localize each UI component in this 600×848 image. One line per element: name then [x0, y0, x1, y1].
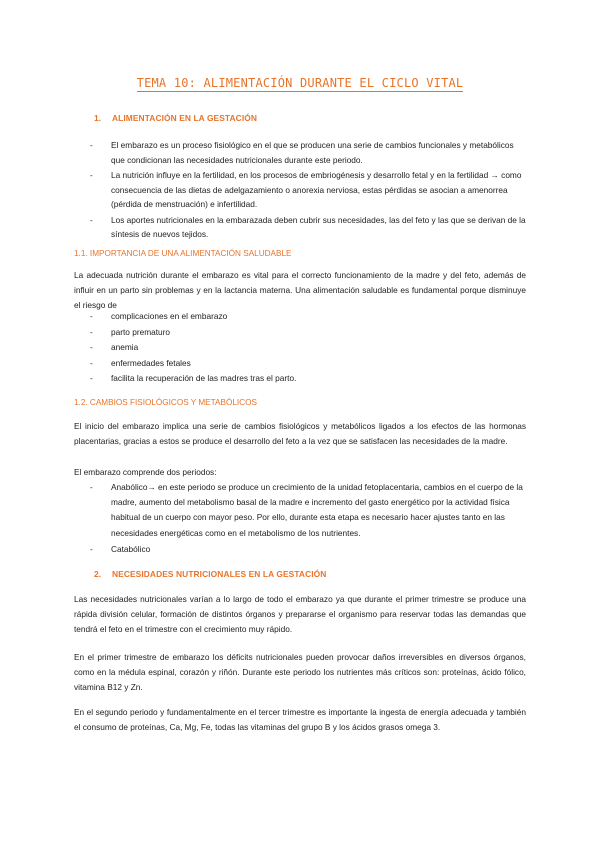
section-2-paragraph: En el primer trimestre de embarazo los déficits nutricionales pueden provocar daños irreversibles en diversos órganos, como en la médula espinal, corazón y riñón. Durante este periodo los nutrientes más críticos son: proteínas, ácido fólico, vitamina B12 y Zn. [74, 652, 526, 692]
section-1-heading: 1. ALIMENTACIÓN EN LA GESTACIÓN [94, 113, 258, 123]
list-item: - Los aportes nutricionales en la embarazada deben cubrir sus necesidades, las del feto y las que se derivan de la síntesis de nuevos tejidos. [90, 213, 526, 242]
list-item: - parto prematuro [90, 325, 526, 341]
list-item: - complicaciones en el embarazo [90, 309, 526, 325]
section-2-heading: 2. NECESIDADES NUTRICIONALES EN LA GESTACIÓN [94, 569, 327, 579]
section-1-bullet-list [90, 138, 526, 242]
list-item: - facilita la recuperación de las madres tras el parto. [90, 371, 526, 387]
risk-list [90, 309, 526, 387]
section-2-paragraph: En el segundo periodo y fundamentalmente en el tercer trimestre es importante la ingesta de energía adecuada y también el consumo de proteínas, Ca, Mg, Fe, todas las vitaminas del grupo B y los ácidos grasos omega 3. [74, 707, 526, 732]
section-1-1-paragraph: La adecuada nutrición durante el embarazo es vital para el correcto funcionamiento de la madre y del feto, además de influir en un parto sin problemas y en la lactancia materna. Una alimentación saludable es fundamental porque disminuye el riesgo de [74, 270, 526, 310]
section-1-1-heading: 1.1. IMPORTANCIA DE UNA ALIMENTACIÓN SALUDABLE [74, 249, 292, 258]
periods-list [90, 480, 526, 557]
section-2-paragraph: Las necesidades nutricionales varían a lo largo de todo el embarazo ya que durante el primer trimestre se produce una rápida división celular, formación de distintos órganos y prepararse el organismo para reservar todas las demandas que tendrá el feto en el trimestre con el crecimiento muy rápido. [74, 594, 526, 634]
list-item: - Catabólico [90, 542, 526, 557]
list-item: - anemia [90, 340, 526, 356]
list-item: - El embarazo es un proceso fisiológico en el que se producen una serie de cambios funcionales y metabólicos que condicionan las necesidades nutricionales durante este periodo. [90, 138, 526, 167]
section-1-2-heading: 1.2. CAMBIOS FISIOLÓGICOS Y METABÓLICOS [74, 398, 257, 407]
periods-intro: El embarazo comprende dos periodos: [74, 467, 217, 477]
page-title: TEMA 10: ALIMENTACIÓN DURANTE EL CICLO VITAL [136, 76, 464, 90]
list-item: - enfermedades fetales [90, 356, 526, 372]
list-item: - La nutrición influye en la fertilidad, en los procesos de embriogénesis y desarrollo fetal y en la fertilidad → como consecuencia de las dietas de adelgazamiento o anorexia nerviosa, estas pérdidas se asocian a amenorrea (pérdida de menstruación) e infertilidad. [90, 168, 526, 212]
list-item: - Anabólico→ en este periodo se produce un crecimiento de la unidad fetoplacentaria, cambios en el cuerpo de la madre, aumento del metabolismo basal de la madre e incremento del gasto energético por la actividad física habitual de un cuerpo con mayor peso. Por ello, durante esta etapa es necesario hacer ajustes tanto en las necesidades energéticas como en el metabolismo de los nutrientes. [90, 480, 526, 541]
section-1-2-paragraph: El inicio del embarazo implica una serie de cambios fisiológicos y metabólicos ligados a los efectos de las hormonas placentarias, gracias a estos se produce el desarrollo del feto a la vez que se satisfacen las necesidades de la madre. [74, 421, 526, 446]
